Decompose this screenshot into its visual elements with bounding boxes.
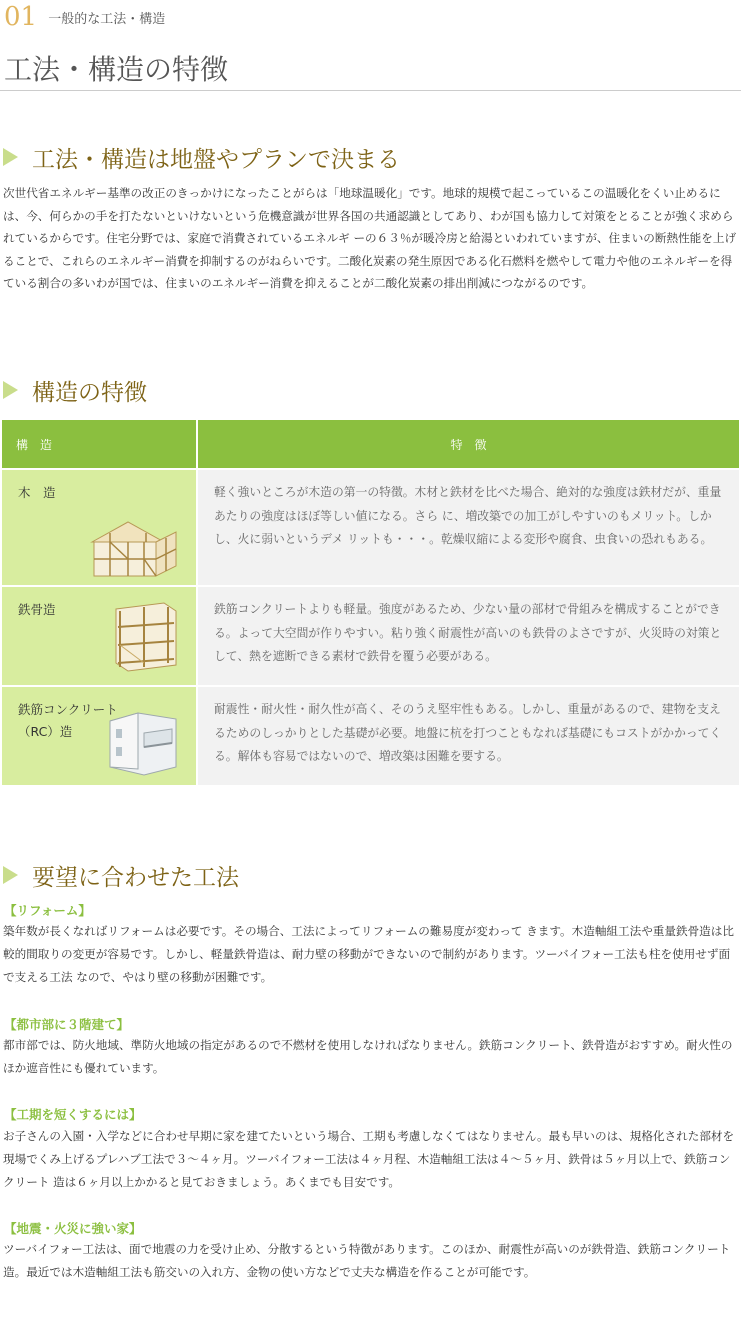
section-number: 01 [4,2,38,32]
paragraph-reform: 築年数が長くなればリフォームは必要です。その場合、工法によってリフォームの難易度が変わって きます。木造軸組工法や重量鉄骨造は比較的間取りの変更が容易です。しかし、軽量鉄骨造は、耐力壁の移動ができないので制約があります。ツーバイフォー工法も柱を使用せず面で支える工法 なので、やはり壁の移動が困難です。 [3,924,734,984]
section-heading-structure [0,373,147,407]
paragraph-urban-three-story: 都市部では、防火地域、準防火地域の指定があるので不燃材を使用しなければなりません。鉄筋コンクリート、鉄骨造がおすすめ。耐火性のほか遮音性にも優れています。 [3,1038,733,1075]
table-header-row [2,420,739,468]
structure-description: 鉄筋コンクリートよりも軽量。強度があるため、少ない量の部材で骨組みを構成することができる。よって大空間が作りやすい。粘り強く耐震性が高いのも鉄骨のよさですが、火災時の対策として、熱を遮断できる素材で鉄骨を覆う必要がある。 [198,587,739,685]
paragraph-earthquake-fire: ツーバイフォー工法は、面で地震の力を受け止め、分散するという特徴があります。このほか、耐震性が高いのが鉄骨造、鉄筋コンクリート造。最近では木造軸組工法も筋交いの入れ方、金物の使い方などで丈夫な構造を作ることが可能です。 [3,1242,731,1279]
paragraph-shorter-construction: お子さんの入園・入学などに合わせ早期に家を建てたいという場合、工期も考慮しなくてはなりません。最も早いのは、規格化された部材を現場でくみ上げるプレハブ工法で３～４ヶ月。ツーバイフォー工法は４ヶ月程、木造軸組工法は４～５ヶ月、鉄骨は５ヶ月以上で、鉄筋コンクリート 造は６ヶ月以上かかると見ておきましょう。あくまでも目安です。 [3,1129,735,1189]
wooden-frame-house-icon [88,514,180,580]
section-heading-text: 構造の特徴 [32,379,147,406]
triangle-bullet-icon [3,381,18,399]
table-row [2,687,739,785]
page-title: 工法・構造の特徴 [4,53,229,86]
intro-paragraph: 次世代省エネルギー基準の改正のきっかけになったことがらは「地球温暖化」です。地球的規模で起こっているこの温暖化をくい止めるには、今、何らかの手を打たないといけないという危機意識が世界各国の共通認識としてあり、わが国も協力して対策をとることが強く求められているからです。住宅分野では、家庭で消費されているエネルギ ーの６３％が暖冷房と給湯といわれていますが、住まいの断熱性能を上げることで、これらのエネルギー消費を抑制するのがねらいです。二酸化炭素の発生原因である化石燃料を燃やして電力や他のエネルギーを得ている割合の多いわが国では、住まいのエネルギー消費を抑えることが二酸化炭素の排出削減につながるのです。 [3,186,737,291]
structure-description: 軽く強いところが木造の第一の特徴。木材と鉄材を比べた場合、絶対的な強度は鉄材だが、重量あたりの強度はほぼ等しい値になる。さら に、増改築での加工がしやすいのもメリット。しかし、火に弱いというデメ リットも・・・。乾燥収縮による変形や腐食、虫食いの恐れもある。 [198,470,739,585]
section-heading-method [0,140,400,174]
triangle-bullet-icon [3,148,18,166]
table-row [2,470,739,585]
concrete-building-icon [106,709,180,777]
steel-frame-building-icon [106,601,180,675]
structure-name-cell [2,587,196,685]
subheading-earthquake-fire: 【地震・火災に強い家】 [4,1221,142,1236]
column-header-structure: 構 造 [2,420,196,468]
section-header [4,2,165,34]
subheading-urban-three-story: 【都市部に３階建て】 [4,1017,130,1032]
section-heading-requirements [0,858,239,892]
structure-name-block [18,699,118,743]
subheading-shorter-construction: 【工期を短くするには】 [4,1107,142,1122]
structure-name-suffix: （RC）造 [18,724,73,739]
structure-name: 鉄筋コンクリート [18,702,118,717]
column-header-feature: 特 徴 [198,420,739,468]
section-kicker: 一般的な工法・構造 [48,11,166,27]
structure-description: 耐震性・耐火性・耐久性が高く、そのうえ堅牢性もある。しかし、重量があるので、建物を支えるためのしっかりとした基礎が必要。地盤に杭を打つこともなれば基礎にもコストがかかってくる。解体も容易ではないので、増改築は困難を要する。 [198,687,739,785]
section-heading-text: 要望に合わせた工法 [32,864,239,891]
structure-table [0,418,741,787]
section-heading-text: 工法・構造は地盤やプランで決まる [32,146,400,173]
structure-name: 木 造 [18,485,56,500]
structure-name: 鉄骨造 [18,602,56,617]
title-divider [0,90,741,91]
structure-name-cell [2,470,196,585]
table-row [2,587,739,685]
triangle-bullet-icon [3,866,18,884]
structure-name-cell [2,687,196,785]
subheading-reform: 【リフォーム】 [4,903,91,918]
